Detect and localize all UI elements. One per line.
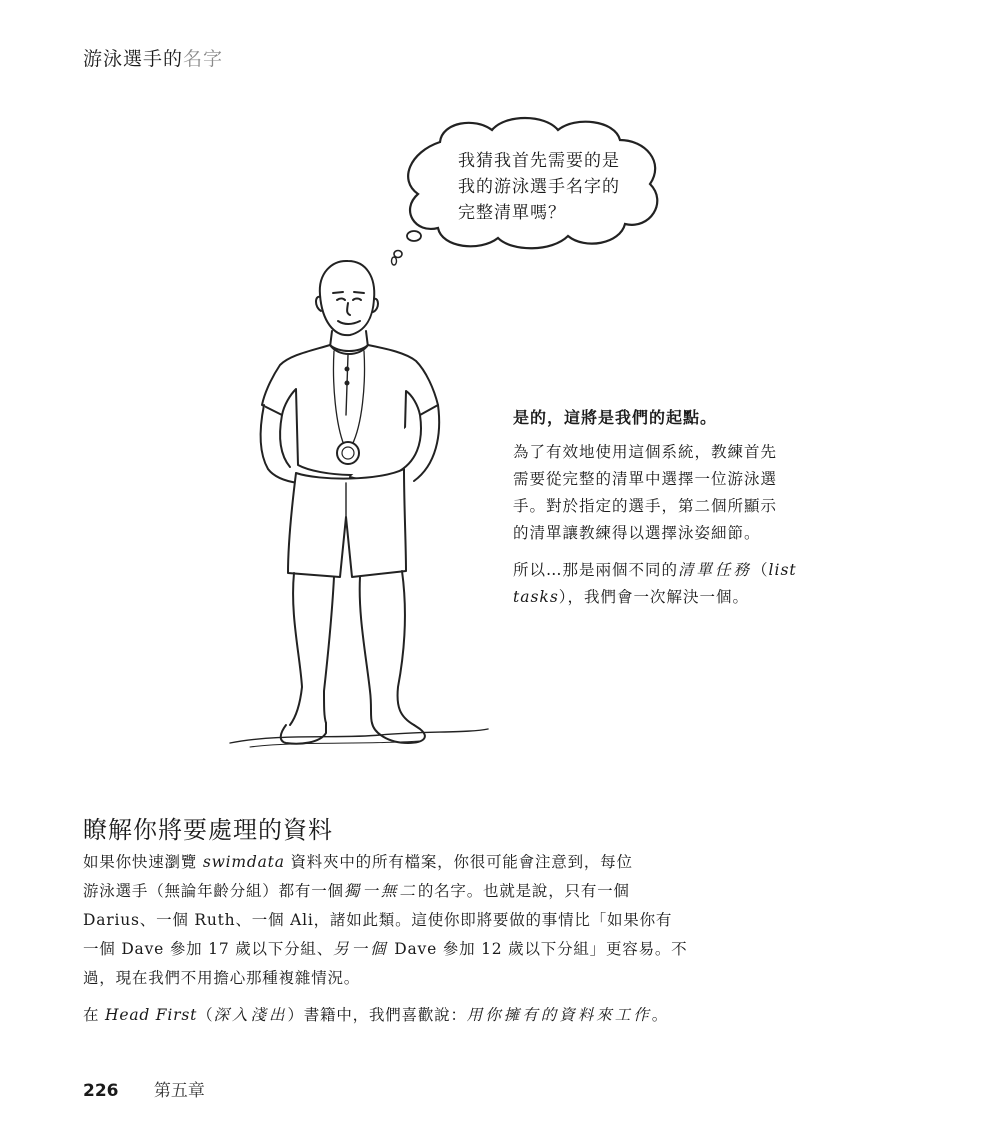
bubble-line: 我猜我首先需要的是 xyxy=(458,151,620,171)
body-text-run: Dave 參加 12 歲以下分組」更容易。不 xyxy=(388,940,688,958)
side-english-term: tasks xyxy=(513,588,559,606)
coach-illustration-icon xyxy=(220,255,500,755)
body-text-run: 在 xyxy=(83,1006,106,1024)
body-line: 過，現在我們不用擔心那種複雜情況。 xyxy=(83,969,361,987)
side-text: 所以…那是兩個不同的 xyxy=(513,561,679,579)
body-paragraph xyxy=(83,1001,703,1030)
header-title-main: 游泳選手的 xyxy=(83,48,184,70)
body-line xyxy=(83,940,687,958)
body-line xyxy=(83,882,630,900)
body-text-run: 如果你快速瀏覽 xyxy=(83,853,203,871)
body-text-run: （ xyxy=(197,1006,214,1024)
body-text-run: 一個 Dave 參加 17 歲以下分組、 xyxy=(83,940,334,958)
body-line: Darius、一個 Ruth、一個 Ali，諸如此類。這使你即將要做的事情比「如果你有 xyxy=(83,911,673,929)
side-note-paragraph xyxy=(513,439,813,547)
side-line: 手。對於指定的選手，第二個所顯示 xyxy=(513,497,778,515)
side-emphasis: 清單任務 xyxy=(678,561,753,579)
bubble-line: 我的游泳選手名字的 xyxy=(458,177,620,197)
side-line: 為了有效地使用這個系統，教練首先 xyxy=(513,443,778,461)
body-folder-name: swimdata xyxy=(202,853,285,871)
section-title: 瞭解你將要處理的資料 xyxy=(83,816,333,844)
body-emphasis: 另一個 xyxy=(333,940,389,958)
side-text: （ xyxy=(752,561,769,579)
bubble-line: 完整清單嗎？ xyxy=(458,203,566,223)
body-text-run: ）書籍中，我們喜歡說： xyxy=(287,1006,467,1024)
body-line xyxy=(83,853,633,871)
body-emphasis: 獨一無二 xyxy=(343,882,418,900)
body-text xyxy=(83,848,703,1038)
side-note-paragraph xyxy=(513,557,813,611)
header-title-light: 名字 xyxy=(183,48,224,70)
page-number: 226 xyxy=(83,1081,119,1101)
side-line xyxy=(513,588,749,606)
page-footer xyxy=(83,1076,205,1101)
side-line: 需要從完整的清單中選擇一位游泳選 xyxy=(513,470,778,488)
body-emphasis: 用你擁有的資料來工作 xyxy=(466,1006,652,1024)
side-line: 的清單讓教練得以選擇泳姿細節。 xyxy=(513,524,761,542)
body-text-run: 資料夾中的所有檔案，你很可能會注意到，每位 xyxy=(284,853,633,871)
body-emphasis: 深入淺出 xyxy=(213,1006,288,1024)
thought-bubble-text xyxy=(458,148,648,226)
side-english-term: list xyxy=(768,561,797,579)
body-text-run: 。 xyxy=(651,1006,669,1024)
running-header xyxy=(83,44,223,71)
body-book-title: Head First xyxy=(105,1006,198,1024)
body-text-run: 游泳選手（無論年齡分組）都有一個 xyxy=(83,882,344,900)
side-note xyxy=(513,404,813,621)
side-note-heading: 是的，這將是我們的起點。 xyxy=(513,408,718,427)
body-paragraph xyxy=(83,848,703,993)
side-text: ），我們會一次解決一個。 xyxy=(558,588,750,606)
chapter-label: 第五章 xyxy=(153,1081,205,1101)
body-text-run: 的名字。也就是說，只有一個 xyxy=(417,882,630,900)
body-line xyxy=(83,1006,668,1024)
side-line xyxy=(513,561,797,579)
